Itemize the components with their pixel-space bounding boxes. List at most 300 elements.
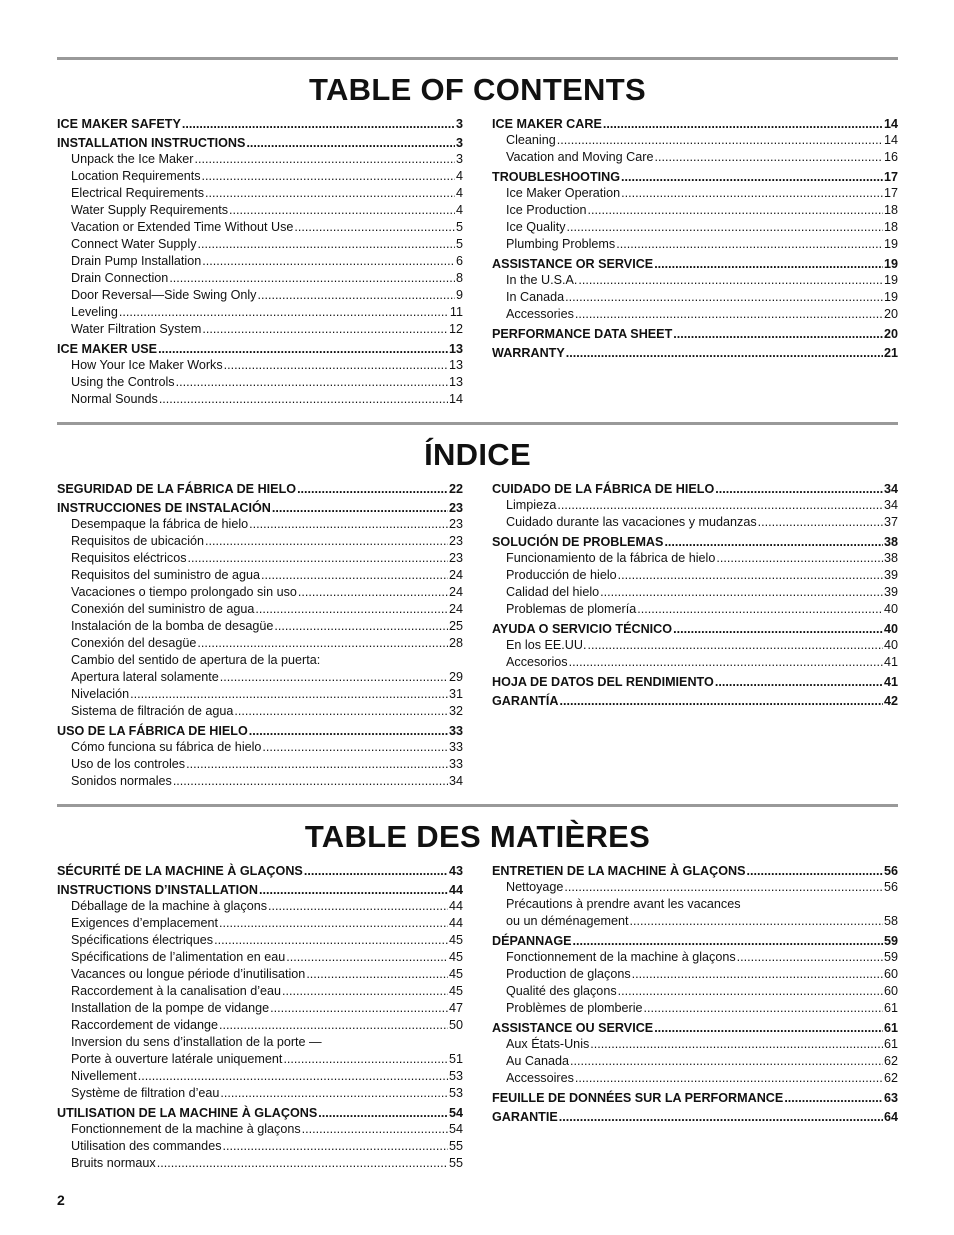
toc-heading-entry[interactable] [492, 326, 898, 342]
toc-page-number: 18 [883, 203, 898, 217]
toc-entry-label: Aux États-Unis [506, 1037, 590, 1051]
toc-sub-entry[interactable] [492, 149, 898, 166]
toc-entry-label: Porte à ouverture latérale uniquement [71, 1052, 283, 1066]
toc-page-number: 56 [883, 880, 898, 894]
dot-leader [298, 584, 448, 601]
toc-page-number: 16 [883, 150, 898, 164]
toc-page-number: 12 [448, 322, 463, 336]
toc-page-number: 13 [448, 358, 463, 372]
toc-sub-entry[interactable] [57, 304, 463, 321]
toc-page-number: 32 [448, 704, 463, 718]
toc-entry-label: GARANTIE [492, 1110, 558, 1124]
toc-entry-label: Au Canada [506, 1054, 570, 1068]
toc-entry-label: Fonctionnement de la machine à glaçons [71, 1122, 301, 1136]
toc-sub-entry[interactable] [492, 289, 898, 306]
toc-sub-entry[interactable] [492, 1000, 898, 1017]
toc-heading-entry[interactable] [492, 863, 898, 879]
dot-leader [559, 1109, 883, 1125]
toc-heading-entry[interactable] [492, 256, 898, 272]
toc-sub-entry[interactable] [57, 168, 463, 185]
toc-heading-entry[interactable] [57, 1105, 463, 1121]
dot-leader [182, 116, 455, 132]
toc-heading-entry[interactable] [492, 621, 898, 637]
toc-page-number: 34 [883, 482, 898, 496]
toc-sub-entry[interactable] [57, 756, 463, 773]
toc-entry-label: ou un déménagement [506, 914, 629, 928]
dot-leader [569, 654, 883, 671]
toc-sub-entry[interactable] [57, 202, 463, 219]
toc-page-number: 24 [448, 602, 463, 616]
toc-sub-entry[interactable] [57, 669, 463, 686]
toc-entry-label: ICE MAKER SAFETY [57, 117, 181, 131]
toc-page-number: 3 [455, 152, 463, 166]
toc-sub-entry[interactable] [57, 966, 463, 983]
toc-sub-entry[interactable] [57, 219, 463, 236]
toc-sub-entry[interactable] [57, 601, 463, 618]
toc-sub-entry[interactable] [57, 686, 463, 703]
dot-leader [570, 1053, 883, 1070]
toc-section-french [57, 804, 898, 1172]
toc-entry-label: FEUILLE DE DONNÉES SUR LA PERFORMANCE [492, 1091, 784, 1105]
toc-page-number: 23 [448, 501, 463, 515]
toc-sub-entry[interactable] [57, 1051, 463, 1068]
toc-page-number: 11 [449, 305, 463, 319]
dot-leader [234, 703, 448, 720]
toc-page-number: 39 [883, 568, 898, 582]
toc-column-right [492, 116, 898, 408]
toc-entry-label: Utilisation des commandes [71, 1139, 222, 1153]
toc-sub-entry[interactable] [492, 637, 898, 654]
toc-page-number: 59 [883, 934, 898, 948]
dot-leader [130, 686, 448, 703]
toc-sub-entry[interactable] [492, 983, 898, 1000]
toc-page-number: 61 [883, 1021, 898, 1035]
dot-leader [737, 949, 883, 966]
toc-sub-entry[interactable] [57, 1000, 463, 1017]
toc-heading-entry[interactable] [57, 116, 463, 132]
toc-page-number: 23 [448, 534, 463, 548]
toc-entry-label: Unpack the Ice Maker [71, 152, 194, 166]
toc-sub-entry[interactable] [57, 236, 463, 253]
toc-page-number: 20 [883, 327, 898, 341]
dot-leader [186, 756, 448, 773]
toc-sub-entry[interactable] [57, 357, 463, 374]
toc-sub-entry[interactable] [492, 185, 898, 202]
toc-page-number: 37 [883, 515, 898, 529]
toc-heading-entry[interactable] [492, 169, 898, 185]
toc-page-number: 43 [448, 864, 463, 878]
dot-leader [270, 1000, 448, 1017]
toc-entry-label: ASSISTANCE OU SERVICE [492, 1021, 654, 1035]
toc-sub-entry[interactable] [57, 533, 463, 550]
dot-leader [259, 882, 448, 898]
toc-entry-label: Nivellement [71, 1069, 137, 1083]
toc-entry-label: Water Supply Requirements [71, 203, 229, 217]
toc-entry-label: USO DE LA FÁBRICA DE HIELO [57, 724, 248, 738]
toc-entry-label: Sonidos normales [71, 774, 172, 788]
toc-entry-label: Problemas de plomería [506, 602, 637, 616]
toc-entry-label: Fonctionnement de la machine à glaçons [506, 950, 736, 964]
toc-sub-entry[interactable] [57, 1138, 463, 1155]
toc-sub-entry[interactable] [492, 497, 898, 514]
toc-sub-entry[interactable] [492, 132, 898, 149]
toc-sub-entry[interactable] [492, 236, 898, 253]
dot-leader [169, 270, 455, 287]
toc-page-number: 22 [448, 482, 463, 496]
toc-entry-label: Système de filtration d’eau [71, 1086, 220, 1100]
toc-sub-entry[interactable] [492, 219, 898, 236]
toc-sub-entry[interactable] [57, 635, 463, 652]
toc-entry-label: Conexión del desagüe [71, 636, 197, 650]
toc-sub-entry[interactable] [57, 567, 463, 584]
toc-page-number: 23 [448, 551, 463, 565]
dot-leader [219, 915, 448, 932]
dot-leader [220, 669, 448, 686]
toc-page-number: 4 [455, 169, 463, 183]
toc-heading-entry[interactable] [57, 481, 463, 497]
toc-entry-label: En los EE.UU. [506, 638, 587, 652]
toc-page-number: 63 [883, 1091, 898, 1105]
dot-leader [618, 567, 883, 584]
toc-heading-entry[interactable] [57, 135, 463, 151]
toc-heading-entry[interactable] [492, 1020, 898, 1036]
toc-page-number: 5 [455, 220, 463, 234]
toc-page-number: 41 [883, 675, 898, 689]
dot-leader [294, 219, 455, 236]
toc-entry-label: Nettoyage [506, 880, 564, 894]
dot-leader [644, 1000, 883, 1017]
toc-page-number: 33 [448, 724, 463, 738]
dot-leader [559, 693, 883, 709]
dot-leader [202, 253, 455, 270]
toc-entry-label: UTILISATION DE LA MACHINE À GLAÇONS [57, 1106, 318, 1120]
dot-leader [272, 500, 448, 516]
toc-heading-entry[interactable] [492, 116, 898, 132]
toc-sub-entry[interactable] [57, 287, 463, 304]
dot-leader [715, 674, 883, 690]
toc-page-number: 45 [448, 933, 463, 947]
toc-entry-label: Sistema de filtración de agua [71, 704, 234, 718]
toc-page-number: 18 [883, 220, 898, 234]
toc-entry-text: Cambio del sentido de apertura de la puerta: [71, 653, 321, 667]
toc-entry-label: Problèmes de plomberie [506, 1001, 643, 1015]
toc-page-number: 23 [448, 517, 463, 531]
dot-leader [159, 391, 448, 408]
toc-sub-entry[interactable] [57, 185, 463, 202]
dot-leader [261, 567, 448, 584]
section-title: TABLE DES MATIÈRES [304, 819, 651, 854]
toc-sub-entry[interactable] [57, 151, 463, 168]
toc-heading-entry[interactable] [57, 500, 463, 516]
toc-heading-entry[interactable] [57, 863, 463, 879]
toc-entry-label: Vacaciones o tiempo prolongado sin uso [71, 585, 297, 599]
dot-leader [673, 621, 883, 637]
dot-leader [176, 374, 448, 391]
section-divider [57, 422, 898, 425]
toc-sub-entry[interactable] [57, 1121, 463, 1138]
toc-sub-entry[interactable] [492, 913, 898, 930]
toc-sub-entry[interactable] [57, 618, 463, 635]
toc-entry-label: Cómo funciona su fábrica de hielo [71, 740, 262, 754]
toc-sub-entry[interactable] [492, 654, 898, 671]
toc-entry-label: WARRANTY [492, 346, 565, 360]
toc-heading-entry[interactable] [492, 674, 898, 690]
toc-entry-label: Cuidado durante las vacaciones y mudanzas [506, 515, 757, 529]
toc-page-number: 45 [448, 967, 463, 981]
toc-page-number: 58 [883, 914, 898, 928]
toc-entry-label: Door Reversal—Side Swing Only [71, 288, 257, 302]
dot-leader [654, 149, 883, 166]
dot-leader [302, 1121, 448, 1138]
dot-leader [220, 1085, 448, 1102]
dot-leader [567, 219, 883, 236]
toc-entry-label: Qualité des glaçons [506, 984, 617, 998]
toc-page-number: 3 [455, 136, 463, 150]
toc-page-number: 59 [883, 950, 898, 964]
toc-page-number: 19 [883, 257, 898, 271]
toc-sub-entry[interactable] [492, 514, 898, 531]
toc-page-number: 3 [455, 117, 463, 131]
toc-entry-label: Bruits normaux [71, 1156, 156, 1170]
toc-entry-label: Ice Quality [506, 220, 566, 234]
toc-sub-entry[interactable] [57, 391, 463, 408]
toc-sub-entry[interactable] [57, 932, 463, 949]
toc-entry-label: SOLUCIÓN DE PROBLEMAS [492, 535, 664, 549]
toc-page-number: 33 [448, 757, 463, 771]
dot-leader [158, 341, 448, 357]
toc-page-number: 38 [883, 551, 898, 565]
toc-entry-label: Water Filtration System [71, 322, 202, 336]
toc-sub-entry[interactable] [57, 773, 463, 790]
toc-heading-entry[interactable] [57, 341, 463, 357]
dot-leader [246, 135, 455, 151]
section-title: ÍNDICE [424, 437, 531, 472]
dot-leader [664, 534, 883, 550]
toc-sub-entry[interactable] [492, 584, 898, 601]
toc-sub-entry[interactable] [492, 601, 898, 618]
toc-page-number: 34 [883, 498, 898, 512]
toc-sub-entry[interactable] [57, 1085, 463, 1102]
dot-leader [590, 1036, 883, 1053]
toc-column-right [492, 481, 898, 790]
toc-section-english [57, 57, 898, 408]
toc-entry-label: Accessories [506, 307, 574, 321]
toc-column-left [57, 863, 463, 1172]
toc-entry-label: Déballage de la machine à glaçons [71, 899, 268, 913]
toc-entry-label: GARANTÍA [492, 694, 559, 708]
toc-entry-label: SEGURIDAD DE LA FÁBRICA DE HIELO [57, 482, 297, 496]
toc-page-number: 61 [883, 1037, 898, 1051]
toc-entry-label: PERFORMANCE DATA SHEET [492, 327, 673, 341]
toc-entry-label: Uso de los controles [71, 757, 186, 771]
toc-sub-entry[interactable] [492, 966, 898, 983]
toc-entry-label: TROUBLESHOOTING [492, 170, 621, 184]
toc-entry-label: Requisitos eléctricos [71, 551, 187, 565]
toc-entry-label: In Canada [506, 290, 565, 304]
toc-entry-label: ICE MAKER CARE [492, 117, 602, 131]
toc-page-number: 14 [883, 117, 898, 131]
dot-leader [632, 966, 883, 983]
toc-entry-label: Apertura lateral solamente [71, 670, 219, 684]
toc-sub-entry[interactable] [492, 550, 898, 567]
toc-entry-label: Raccordement à la canalisation d’eau [71, 984, 282, 998]
toc-entry-label: Calidad del hielo [506, 585, 600, 599]
toc-entry-label: How Your Ice Maker Works [71, 358, 223, 372]
toc-heading-entry[interactable] [492, 1109, 898, 1125]
dot-leader [224, 357, 448, 374]
toc-sub-entry[interactable] [57, 516, 463, 533]
toc-heading-entry[interactable] [492, 534, 898, 550]
dot-leader [637, 601, 883, 618]
toc-sub-entry[interactable] [57, 1068, 463, 1085]
dot-leader [297, 481, 448, 497]
dot-leader [575, 306, 883, 323]
toc-sub-entry[interactable] [57, 898, 463, 915]
toc-entry-label: Exigences d’emplacement [71, 916, 219, 930]
toc-sub-entry[interactable] [492, 306, 898, 323]
toc-entry-label: Using the Controls [71, 375, 175, 389]
dot-leader [673, 326, 883, 342]
dot-leader [578, 272, 883, 289]
toc-page-number: 14 [883, 133, 898, 147]
dot-leader [618, 983, 883, 1000]
page-number: 2 [57, 1192, 65, 1208]
toc-entry-label: Vacances ou longue période d’inutilisation [71, 967, 306, 981]
toc-page-number: 55 [448, 1156, 463, 1170]
toc-entry-label: Vacation and Moving Care [506, 150, 654, 164]
toc-sub-entry[interactable] [57, 1017, 463, 1034]
toc-heading-entry[interactable] [492, 933, 898, 949]
toc-heading-entry[interactable] [492, 481, 898, 497]
toc-page-number: 33 [448, 740, 463, 754]
toc-page-number: 21 [883, 346, 898, 360]
toc-page-number: 45 [448, 984, 463, 998]
toc-page-number: 28 [448, 636, 463, 650]
toc-sub-entry[interactable] [57, 374, 463, 391]
dot-leader [229, 202, 455, 219]
toc-sub-entry[interactable] [57, 270, 463, 287]
dot-leader [747, 863, 883, 879]
toc-entry-label: Conexión del suministro de agua [71, 602, 255, 616]
toc-sub-entry[interactable] [492, 1070, 898, 1087]
toc-heading-entry[interactable] [492, 1090, 898, 1106]
dot-leader [119, 304, 449, 321]
toc-page-number: 38 [883, 535, 898, 549]
toc-page-number: 62 [883, 1071, 898, 1085]
dot-leader [588, 202, 883, 219]
dot-leader [603, 116, 883, 132]
toc-sub-entry[interactable] [492, 949, 898, 966]
dot-leader [616, 236, 883, 253]
toc-entry-label: Accessoires [506, 1071, 574, 1085]
dot-leader [286, 949, 448, 966]
toc-entry-label: Vacation or Extended Time Without Use [71, 220, 294, 234]
toc-entry-label: Nivelación [71, 687, 130, 701]
toc-heading-entry[interactable] [57, 882, 463, 898]
toc-page-number: 13 [448, 342, 463, 356]
toc-heading-entry[interactable] [492, 345, 898, 361]
toc-entry-label: Leveling [71, 305, 118, 319]
toc-entry-label: In the U.S.A. [506, 273, 578, 287]
toc-page-number: 41 [883, 655, 898, 669]
toc-sub-entry[interactable] [492, 879, 898, 896]
toc-sub-entry[interactable] [57, 584, 463, 601]
toc-sub-entry[interactable] [57, 1155, 463, 1172]
toc-sub-entry[interactable] [57, 550, 463, 567]
toc-sub-entry[interactable] [492, 272, 898, 289]
toc-entry-label: INSTRUCCIONES DE INSTALACIÓN [57, 501, 271, 515]
toc-entry-label: Connect Water Supply [71, 237, 197, 251]
toc-sub-entry[interactable] [57, 983, 463, 1000]
toc-page-number: 29 [448, 670, 463, 684]
toc-page-number: 51 [448, 1052, 463, 1066]
toc-page-number: 64 [883, 1110, 898, 1124]
toc-sub-entry[interactable] [57, 949, 463, 966]
toc-entry-label: DÉPANNAGE [492, 934, 572, 948]
dot-leader [621, 185, 883, 202]
toc-page-number: 44 [448, 916, 463, 930]
dot-leader [195, 151, 455, 168]
toc-sub-entry[interactable] [57, 703, 463, 720]
toc-page-number: 62 [883, 1054, 898, 1068]
toc-entry-label: AYUDA O SERVICIO TÉCNICO [492, 622, 673, 636]
toc-entry-label: Spécifications électriques [71, 933, 214, 947]
toc-page-number: 44 [448, 883, 463, 897]
toc-page-number: 9 [455, 288, 463, 302]
toc-sub-entry[interactable] [57, 321, 463, 338]
toc-entry-label: Plumbing Problems [506, 237, 616, 251]
toc-sub-entry[interactable] [492, 567, 898, 584]
toc-entry-label: Location Requirements [71, 169, 201, 183]
dot-leader [575, 1070, 883, 1087]
toc-sub-entry[interactable] [492, 202, 898, 219]
toc-page-number: 55 [448, 1139, 463, 1153]
toc-page-number: 47 [448, 1001, 463, 1015]
dot-leader [283, 1051, 448, 1068]
dot-leader [784, 1090, 883, 1106]
dot-leader [197, 635, 448, 652]
dot-leader [282, 983, 448, 1000]
toc-heading-entry[interactable] [492, 693, 898, 709]
toc-entry-label: Raccordement de vidange [71, 1018, 219, 1032]
toc-sub-entry[interactable] [57, 739, 463, 756]
toc-page-number: 14 [448, 392, 463, 406]
dot-leader [249, 516, 448, 533]
dot-leader [600, 584, 883, 601]
toc-sub-entry[interactable] [57, 915, 463, 932]
dot-leader [138, 1068, 448, 1085]
toc-entry-text: Précautions à prendre avant les vacances [506, 897, 741, 911]
toc-entry-label: Requisitos de ubicación [71, 534, 205, 548]
toc-page-number: 42 [883, 694, 898, 708]
toc-page-number: 24 [448, 585, 463, 599]
toc-entry-label: Cleaning [506, 133, 556, 147]
toc-entry-label: CUIDADO DE LA FÁBRICA DE HIELO [492, 482, 715, 496]
toc-sub-entry[interactable] [492, 1053, 898, 1070]
toc-sub-entry[interactable] [492, 1036, 898, 1053]
toc-page-number: 50 [448, 1018, 463, 1032]
toc-entry-label: Ice Production [506, 203, 587, 217]
toc-heading-entry[interactable] [57, 723, 463, 739]
toc-entry-label: Accesorios [506, 655, 568, 669]
toc-sub-entry[interactable] [57, 253, 463, 270]
toc-entry-text: Inversion du sens d’installation de la porte — [71, 1035, 322, 1049]
dot-leader [157, 1155, 448, 1172]
toc-page-number: 24 [448, 568, 463, 582]
toc-page-number: 45 [448, 950, 463, 964]
toc-page-number: 34 [448, 774, 463, 788]
toc-entry-label: Drain Pump Installation [71, 254, 202, 268]
